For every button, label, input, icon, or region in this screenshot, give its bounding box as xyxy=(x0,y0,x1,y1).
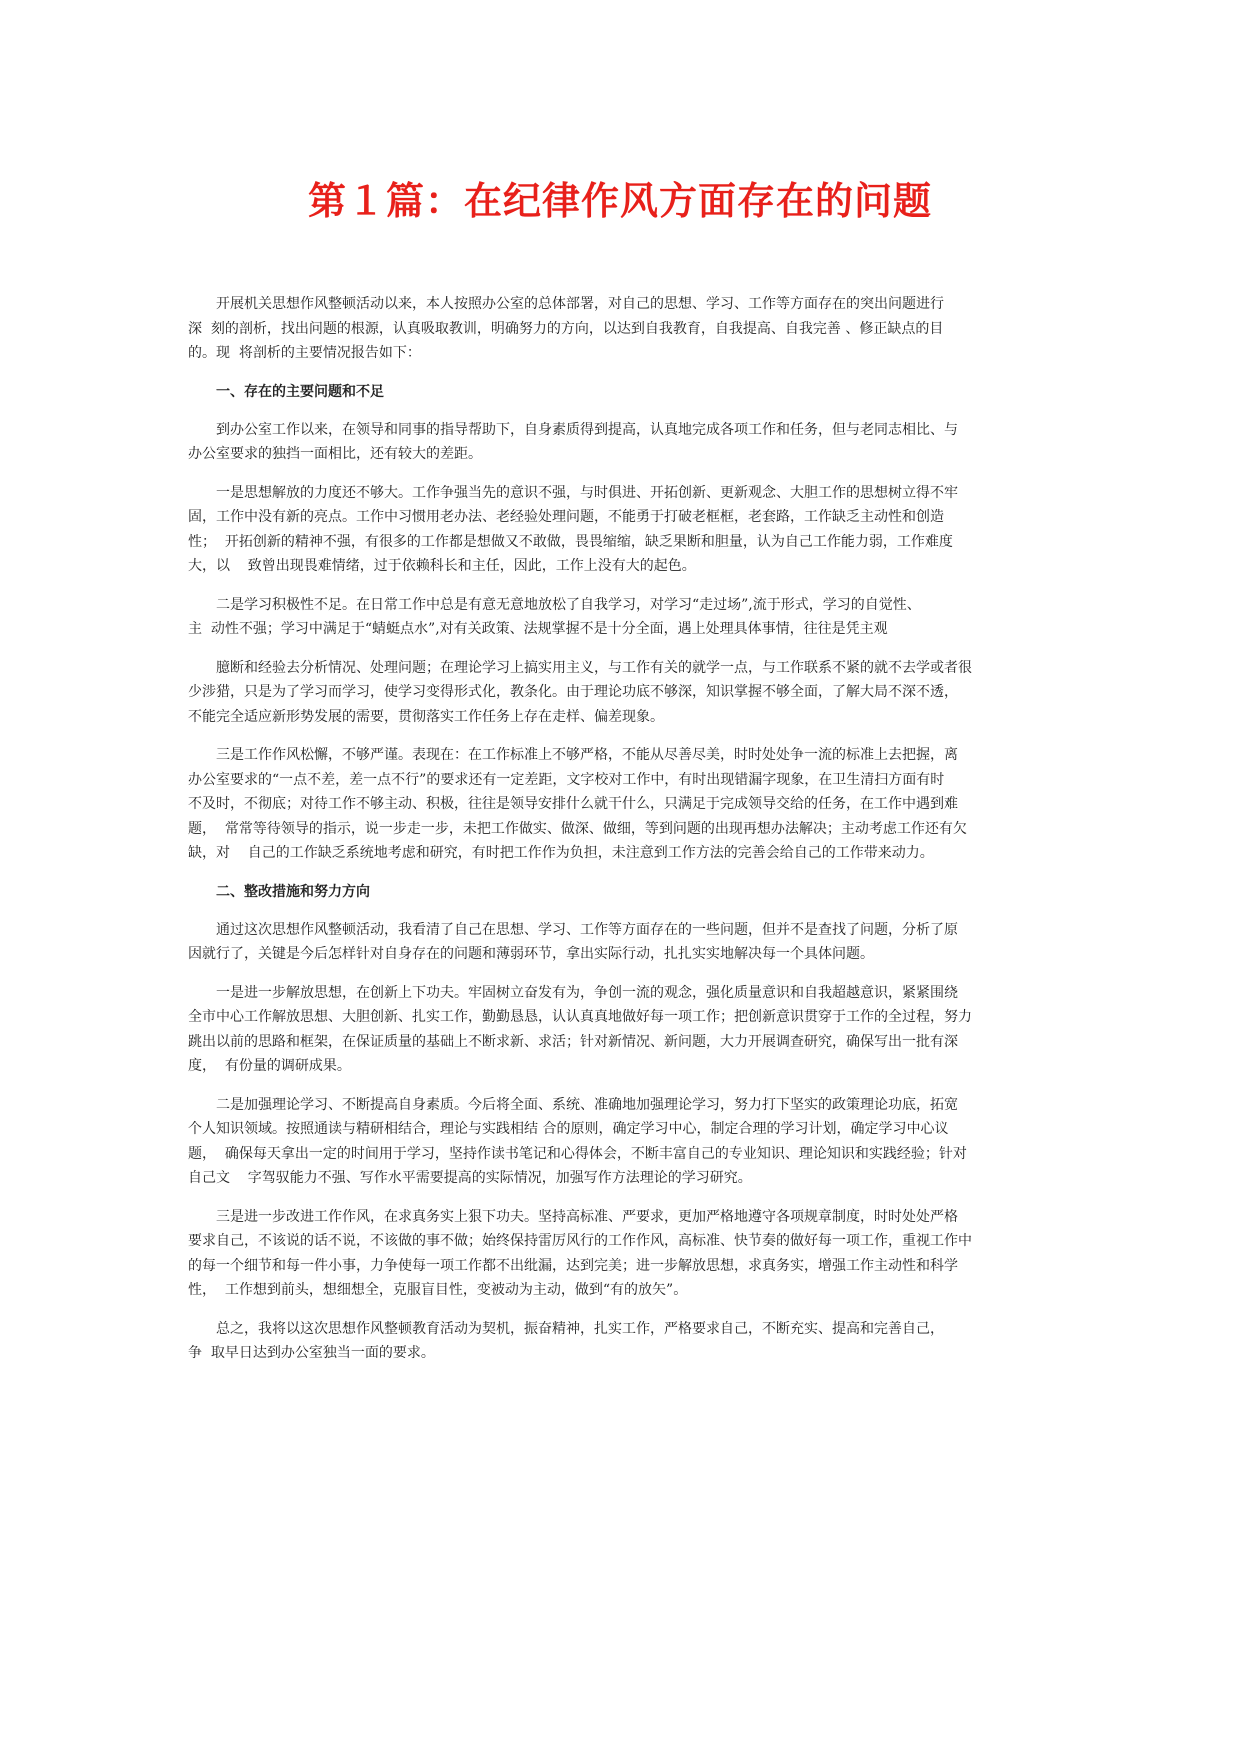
paragraph-line: 性； 开拓创新的精神不强，有很多的工作都是想做又不敢做，畏畏缩缩，缺乏果断和胆量，认为自己工作能力弱，工作难度 xyxy=(188,533,953,550)
paragraph xyxy=(188,918,1058,967)
paragraph-line: 主 动性不强；学习中满足于“蜻蜓点水”,对有关政策、法规掌握不是十分全面，遇上处理具体事情，往往是凭主观 xyxy=(188,621,888,637)
paragraph xyxy=(188,981,1058,1079)
paragraph-line: 二是学习积极性不足。在日常工作中总是有意无意地放松了自我学习，对学习“走过场”,流于形式，学习的自觉性、 xyxy=(216,596,921,613)
section-heading: 一、存在的主要问题和不足 xyxy=(216,383,384,400)
paragraph xyxy=(188,1093,1058,1191)
paragraph-line: 题， 确保每天拿出一定的时间用于学习，坚持作读书笔记和心得体会，不断丰富自己的专业知识、理论知识和实践经验；针对 xyxy=(188,1145,967,1162)
paragraph-line: 固，工作中没有新的亮点。工作中习惯用老办法、老经验处理问题，不能勇于打破老框框，老套路，工作缺乏主动性和创造 xyxy=(188,509,944,525)
paragraph-line: 因就行了，关键是今后怎样针对自身存在的问题和薄弱环节，拿出实际行动，扎扎实实地解决每一个具体问题。 xyxy=(188,946,874,962)
paragraph xyxy=(188,593,1058,642)
paragraph-line: 一是思想解放的力度还不够大。工作争强当先的意识不强，与时俱进、开拓创新、更新观念、大胆工作的思想树立得不牢 xyxy=(216,484,958,501)
paragraph xyxy=(188,656,1058,730)
paragraph-line: 二是加强理论学习、不断提高自身素质。今后将全面、系统、准确地加强理论学习，努力打下坚实的政策理论功底，拓宽 xyxy=(216,1096,958,1113)
paragraph-line: 大，以 致曾出现畏难情绪，过于依赖科长和主任，因此，工作上没有大的起色。 xyxy=(188,558,696,574)
document-body xyxy=(188,292,1058,1380)
paragraph-line: 办公室要求的独挡一面相比，还有较大的差距。 xyxy=(188,446,482,462)
paragraph xyxy=(188,1317,1058,1366)
paragraph-line: 开展机关思想作风整顿活动以来，本人按照办公室的总体部署，对自己的思想、学习、工作等方面存在的突出问题进行 xyxy=(216,296,944,312)
paragraph-line: 要求自己，不该说的话不说，不该做的事不做；始终保持雷厉风行的工作作风，高标准、快节奏的做好每一项工作，重视工作中 xyxy=(188,1233,972,1249)
paragraph-line: 不能完全适应新形势发展的需要，贯彻落实工作任务上存在走样、偏差现象。 xyxy=(188,708,664,725)
paragraph xyxy=(188,481,1058,579)
paragraph-line: 全市中心工作解放思想、大胆创新、扎实工作，勤勤恳恳，认认真真地做好每一项工作；把创新意识贯穿于工作的全过程，努力 xyxy=(188,1009,972,1025)
paragraph-line: 三是工作作风松懈，不够严谨。表现在：在工作标准上不够严格，不能从尽善尽美，时时处处争一流的标准上去把握，离 xyxy=(216,747,958,763)
paragraph xyxy=(188,418,1058,467)
paragraph-line: 一是进一步解放思想，在创新上下功夫。牢固树立奋发有为，争创一流的观念，强化质量意识和自我超越意识，紧紧围绕 xyxy=(216,984,958,1001)
paragraph xyxy=(188,743,1058,866)
paragraph-line: 度， 有份量的调研成果。 xyxy=(188,1058,351,1074)
paragraph-line: 总之，我将以这次思想作风整顿教育活动为契机，振奋精神，扎实工作，严格要求自己，不断充实、提高和完善自己， xyxy=(216,1320,944,1337)
paragraph-line: 的每一个细节和每一件小事，力争使每一项工作都不出纰漏，达到完美；进一步解放思想，求真务实，增强工作主动性和科学 xyxy=(188,1257,958,1274)
paragraph-line: 缺，对 自己的工作缺乏系统地考虑和研究，有时把工作作为负担，未注意到工作方法的完善会给自己的工作带来动力。 xyxy=(188,845,934,861)
paragraph xyxy=(188,1205,1058,1303)
paragraph xyxy=(188,292,1058,366)
paragraph-line: 性， 工作想到前头，想细想全，克服盲目性，变被动为主动，做到“有的放矢”。 xyxy=(188,1282,688,1298)
paragraph-line: 争 取早日达到办公室独当一面的要求。 xyxy=(188,1345,435,1361)
paragraph-line: 个人知识领域。按照通读与精研相结合，理论与实践相结 合的原则，确定学习中心，制定合理的学习计划，确定学习中心议 xyxy=(188,1121,949,1137)
document-title: 第１篇：在纪律作风方面存在的问题 xyxy=(307,178,932,223)
paragraph-line: 三是进一步改进工作作风，在求真务实上狠下功夫。坚持高标准、严要求，更加严格地遵守各项规章制度，时时处处严格 xyxy=(216,1208,958,1225)
paragraph-line: 题， 常常等待领导的指示，说一步走一步，未把工作做实、做深、做细，等到问题的出现再想办法解决；主动考虑工作还有欠 xyxy=(188,820,967,837)
paragraph-line: 自己文 字驾驭能力不强、写作水平需要提高的实际情况，加强写作方法理论的学习研究。 xyxy=(188,1170,752,1186)
paragraph-line: 少涉猎，只是为了学习而学习，使学习变得形式化，教条化。由于理论功底不够深，知识掌握不够全面，了解大局不深不透， xyxy=(188,684,958,700)
paragraph-line: 办公室要求的“一点不差，差一点不行”的要求还有一定差距，文字校对工作中，有时出现错漏字现象，在卫生清扫方面有时 xyxy=(188,771,945,788)
paragraph-line: 不及时，不彻底；对待工作不够主动、积极，往往是领导安排什么就干什么，只满足于完成领导交给的任务，在工作中遇到难 xyxy=(188,796,958,812)
paragraph-line: 通过这次思想作风整顿活动，我看清了自己在思想、学习、工作等方面存在的一些问题，但并不是查找了问题，分析了原 xyxy=(216,921,958,938)
paragraph-line: 跳出以前的思路和框架，在保证质量的基础上不断求新、求活；针对新情况、新问题，大力开展调查研究，确保写出一批有深 xyxy=(188,1033,958,1050)
paragraph-line: 臆断和经验去分析情况、处理问题；在理论学习上搞实用主义，与工作有关的就学一点，与工作联系不紧的就不去学或者很 xyxy=(216,659,972,676)
paragraph-line: 深 刻的剖析，找出问题的根源，认真吸取教训，明确努力的方向，以达到自我教育，自我提高、自我完善 、修正缺点的目 xyxy=(188,320,944,337)
paragraph-line: 的。现 将剖析的主要情况报告如下： xyxy=(188,345,421,361)
paragraph-line: 到办公室工作以来，在领导和同事的指导帮助下，自身素质得到提高，认真地完成各项工作和任务，但与老同志相比、与 xyxy=(216,421,958,438)
section-heading: 二、整改措施和努力方向 xyxy=(216,883,370,900)
